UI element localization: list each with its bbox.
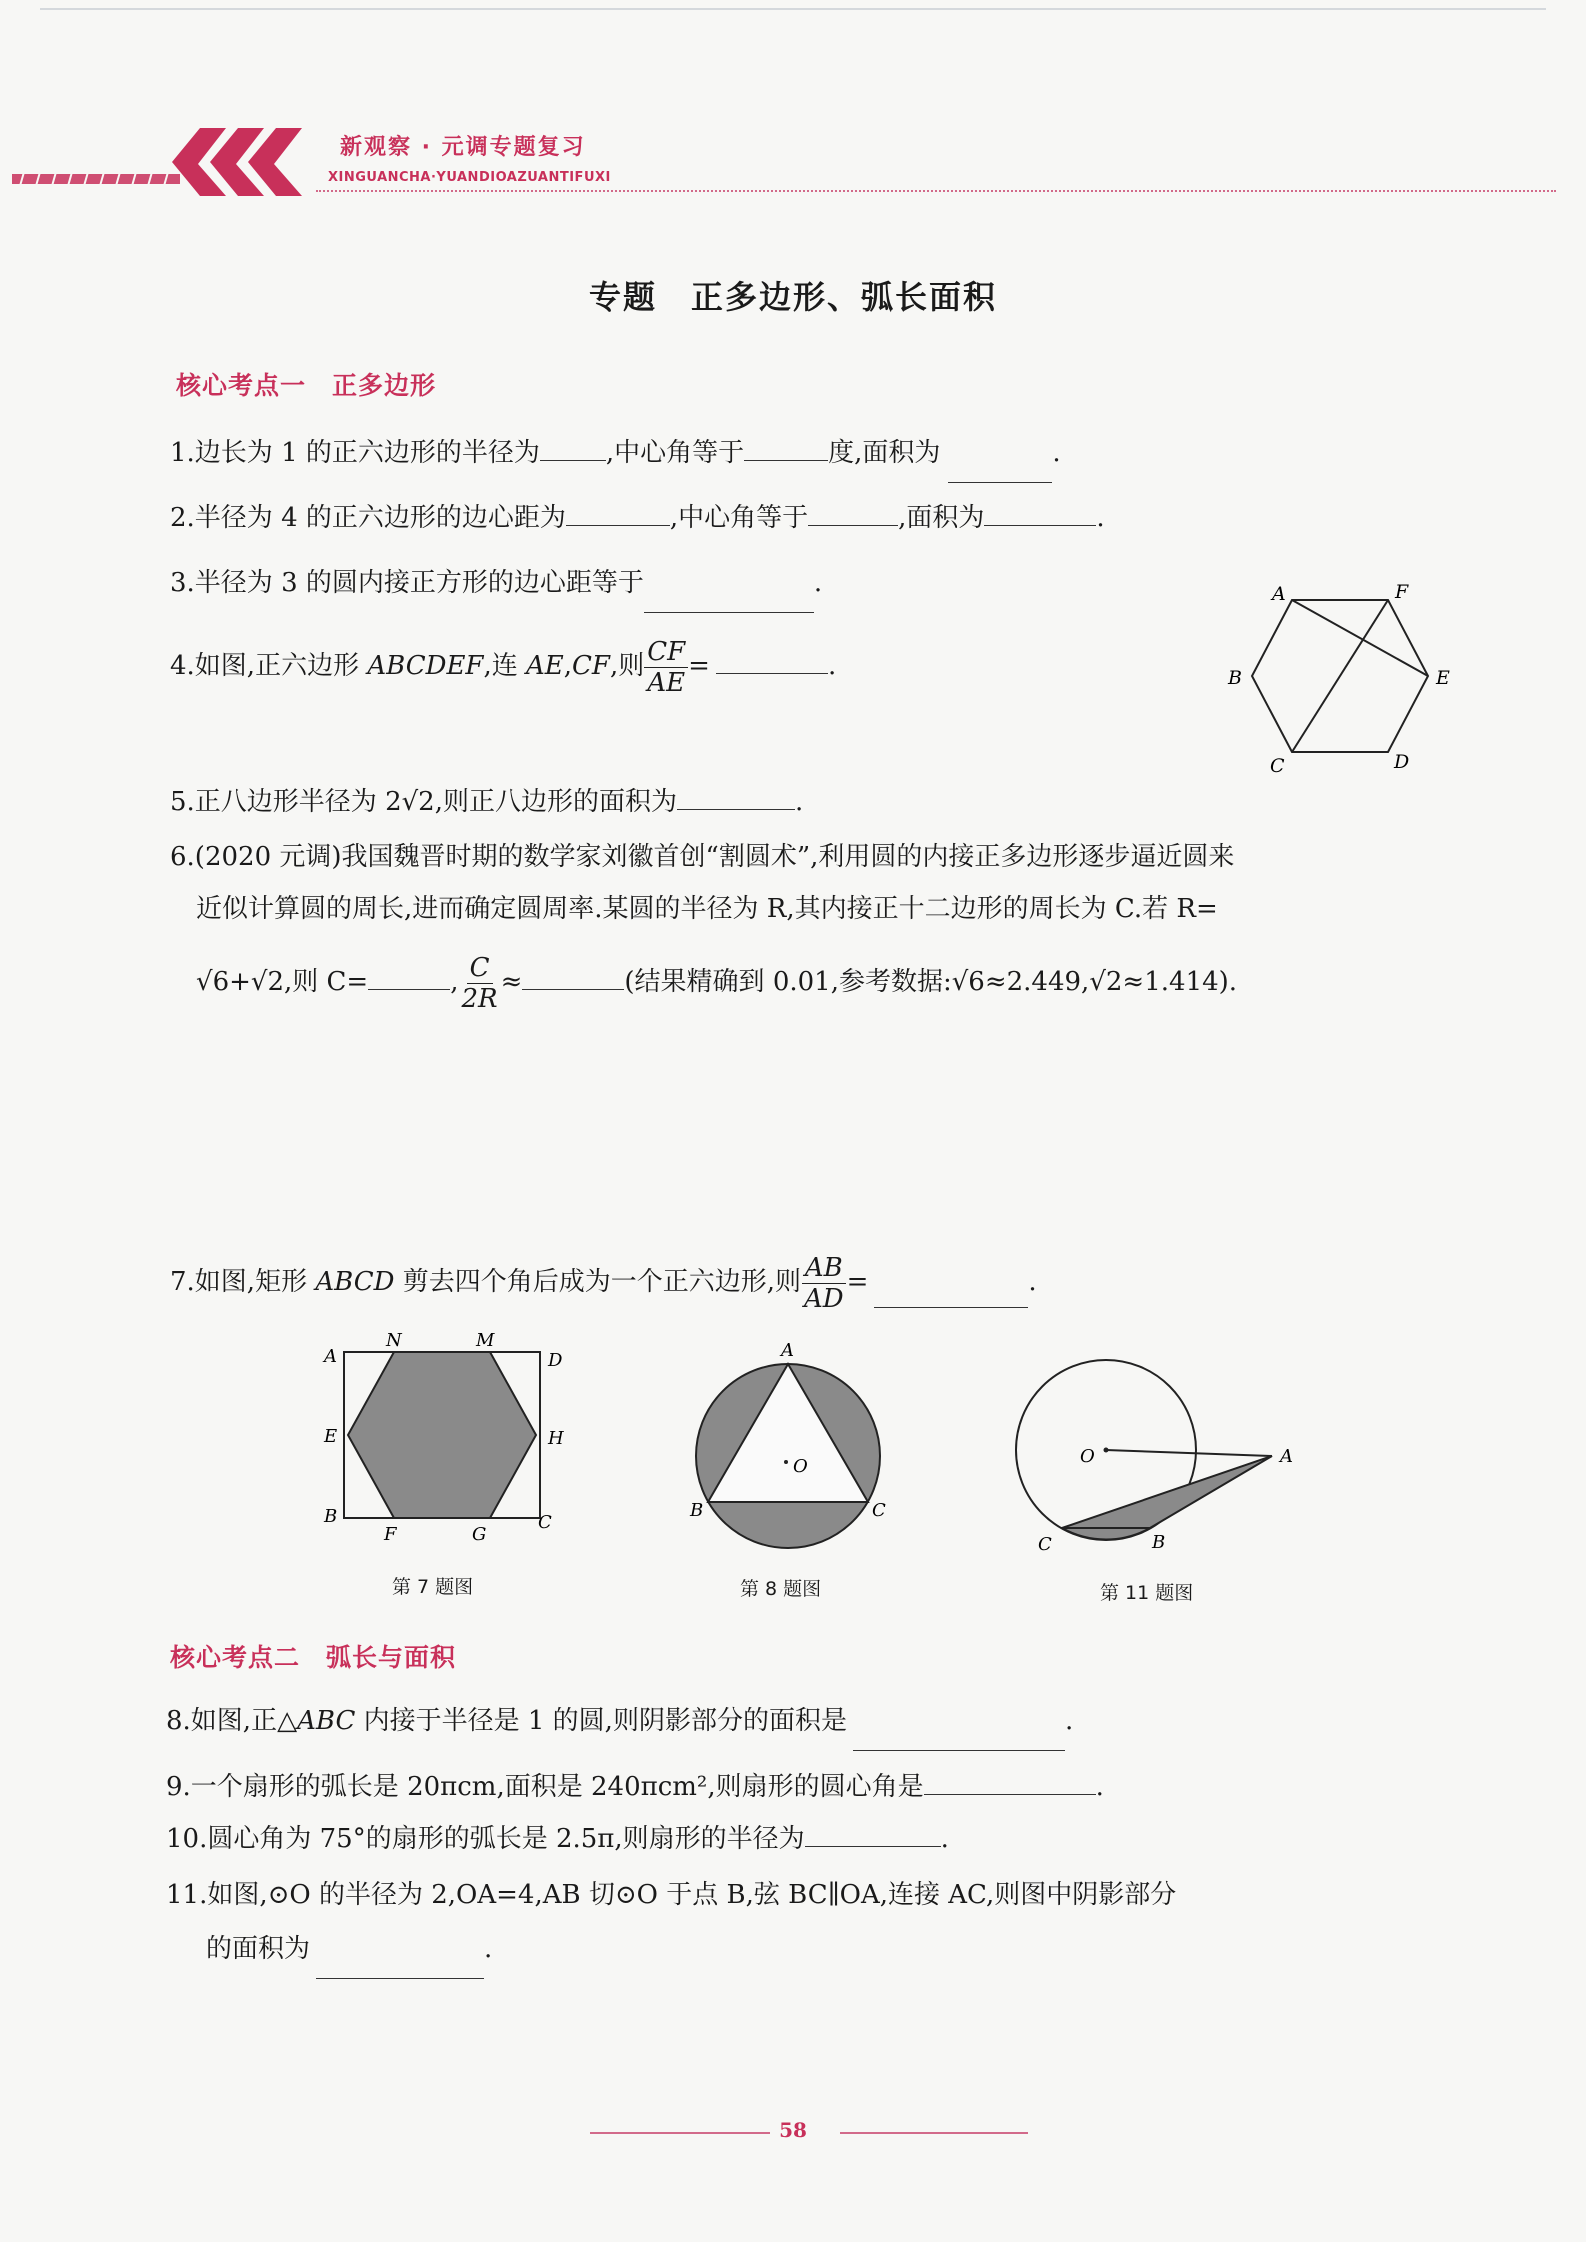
header-logo (0, 118, 330, 198)
shaded-region (1062, 1456, 1272, 1539)
label-c: C (1270, 755, 1285, 777)
label-f: F (384, 1524, 397, 1545)
question-8: 8.如图,正△ABC 内接于半径是 1 的圆,则阴影部分的面积是 . (166, 1704, 1073, 1738)
top-rule (40, 8, 1546, 10)
section-heading-1: 核心考点一 正多边形 (176, 371, 437, 400)
point-o (784, 1460, 788, 1464)
label-o: O (793, 1456, 808, 1477)
question-11-line-1: 11.如图,⊙O 的半径为 2,OA=4,AB 切⊙O 于点 B,弦 BC∥OA,连接 AC,则图中阴影部分 (166, 1880, 1177, 1910)
question-4: 4.如图,正六边形 ABCDEF,连 AE,CF,则 $\frac{CF}{AE}$ = . (170, 636, 837, 698)
question-7: 7.如图,矩形 ABCD 剪去四个角后成为一个正六边形,则 $\frac{AB}{AD}$ = . (170, 1252, 1037, 1314)
fraction-ab-ad: $\frac{AB}{AD}$ (801, 1253, 847, 1314)
answer-blank[interactable] (948, 460, 1052, 483)
label-a: A (781, 1340, 794, 1361)
caption-figure-11: 第 11 题图 (1100, 1582, 1194, 1604)
page-number: 58 (779, 2118, 807, 2142)
question-10: 10.圆心角为 75°的扇形的弧长是 2.5π,则扇形的半径为 . (166, 1824, 949, 1854)
figure-8 (680, 1336, 910, 1556)
fraction-cf-ae: $\frac{CF}{AE}$ (644, 637, 688, 698)
answer-blank[interactable] (808, 503, 898, 526)
label-g: G (472, 1524, 487, 1545)
question-2: 2.半径为 4 的正六边形的边心距为 ,中心角等于 ,面积为 . (170, 503, 1105, 533)
caption-figure-8: 第 8 题图 (740, 1578, 822, 1600)
label-a: A (1280, 1446, 1293, 1467)
label-o: O (1080, 1446, 1095, 1467)
answer-blank[interactable] (316, 1956, 484, 1979)
page-title: 专题 正多边形、弧长面积 (588, 278, 997, 316)
answer-blank[interactable] (744, 438, 828, 461)
label-a: A (324, 1346, 337, 1367)
label-b: B (1152, 1532, 1166, 1553)
segment-oa (1106, 1450, 1272, 1456)
hexagon-figure (1220, 580, 1460, 780)
answer-blank[interactable] (984, 503, 1096, 526)
fraction-c-2r: $\frac{C}{2R}$ (461, 952, 498, 1014)
answer-blank[interactable] (566, 503, 670, 526)
question-5: 5.正八边形半径为 2√2,则正八边形的面积为 . (170, 787, 804, 817)
label-c: C (872, 1500, 886, 1521)
label-f: F (1395, 581, 1409, 603)
label-c: C (1038, 1534, 1052, 1555)
answer-blank[interactable] (677, 787, 795, 810)
question-11-line-2: 的面积为 . (206, 1932, 492, 1966)
question-3: 3.半径为 3 的圆内接正方形的边心距等于 . (170, 566, 822, 600)
label-c: C (538, 1512, 552, 1533)
header-rule (316, 190, 1556, 192)
label-n: N (386, 1330, 402, 1351)
answer-blank[interactable] (522, 967, 624, 990)
question-1: 1.边长为 1 的正六边形的半径为 ,中心角等于 度,面积为 . (170, 436, 1061, 470)
question-6-line-2: 近似计算圆的周长,进而确定圆周率.某圆的半径为 R,其内接正十二边形的周长为 C.若 R= (196, 894, 1218, 924)
label-m: M (476, 1330, 495, 1351)
question-6-line-1: 6.(2020 元调)我国魏晋时期的数学家刘徽首创“割圆术”,利用圆的内接正多边形逐步逼近圆来 (170, 842, 1235, 872)
header-brand: 新观察 · 元调专题复习 (340, 135, 586, 160)
label-b: B (690, 1500, 704, 1521)
label-d: D (548, 1350, 563, 1371)
answer-blank[interactable] (874, 1285, 1028, 1308)
question-9: 9.一个扇形的弧长是 20πcm,面积是 240πcm²,则扇形的圆心角是 . (166, 1772, 1104, 1802)
figure-7 (312, 1328, 572, 1548)
figure-11 (1000, 1344, 1320, 1564)
label-h: H (548, 1428, 564, 1449)
label-b: B (1228, 667, 1242, 689)
label-e: E (1436, 667, 1450, 689)
hexagon-shaded (348, 1352, 536, 1518)
segment-cf (1292, 600, 1388, 752)
question-6-line-3: √6+√2,则 C= , $\frac{C}{2R}$ ≈ (结果精确到 0.01,参考数据:√6≈2.449,√2≈1.414). (196, 952, 1238, 1014)
label-e: E (324, 1426, 338, 1447)
answer-blank[interactable] (924, 1772, 1096, 1795)
answer-blank[interactable] (540, 438, 606, 461)
answer-blank[interactable] (805, 1824, 941, 1847)
point-o (1104, 1448, 1109, 1453)
answer-blank[interactable] (644, 590, 814, 613)
answer-blank[interactable] (368, 967, 450, 990)
label-b: B (324, 1506, 338, 1527)
label-d: D (1394, 751, 1410, 773)
caption-figure-7: 第 7 题图 (392, 1576, 474, 1598)
answer-blank[interactable] (716, 651, 828, 674)
header-brand-en: XINGUANCHA·YUANDIOAZUANTIFUXI (328, 170, 611, 185)
label-a: A (1272, 583, 1286, 605)
answer-blank[interactable] (853, 1728, 1065, 1751)
section-heading-2: 核心考点二 弧长与面积 (170, 1643, 457, 1672)
